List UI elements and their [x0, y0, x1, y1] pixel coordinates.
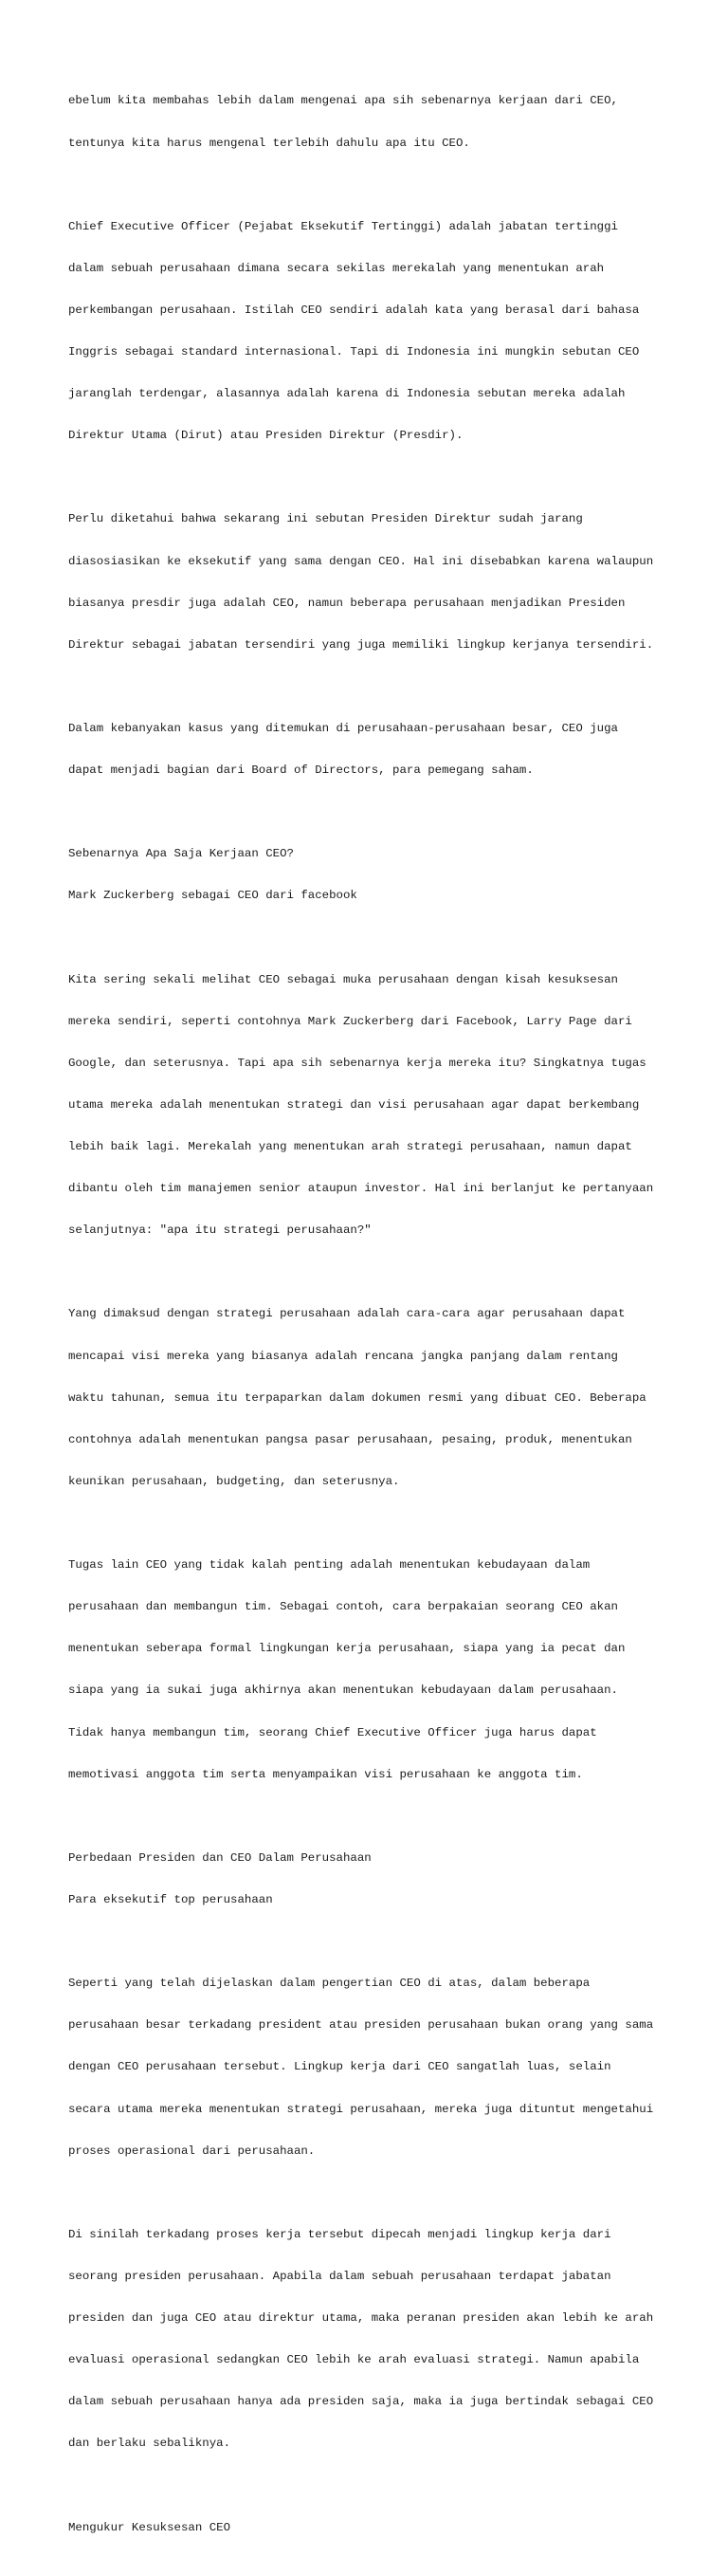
text-line: utama mereka adalah menentukan strategi dan visi perusahaan agar dapat berkembang — [68, 1097, 640, 1112]
text-line: evaluasi operasional sedangkan CEO lebih ke arah evaluasi strategi. Namun apabila — [68, 2353, 640, 2367]
text-line: Tugas lain CEO yang tidak kalah penting adalah menentukan kebudayaan dalam — [68, 1558, 591, 1573]
text-line: ebelum kita membahas lebih dalam mengenai apa sih sebenarnya kerjaan dari CEO, — [68, 94, 618, 108]
text-line: dan berlaku sebaliknya. — [68, 2437, 231, 2451]
text-line: secara utama mereka menentukan strategi perusahaan, mereka juga dituntut mengetahui — [68, 2102, 654, 2116]
paragraph-board — [68, 694, 675, 806]
text-line: Seperti yang telah dijelaskan dalam pengertian CEO di atas, dalam beberapa — [68, 1977, 591, 1991]
text-line: Yang dimaksud dengan strategi perusahaan adalah cara-cara agar perusahaan dapat — [68, 1307, 626, 1321]
text-line: Inggris sebagai standard internasional. Tapi di Indonesia ini mungkin sebutan CEO — [68, 345, 640, 359]
section-heading-president-vs-ceo — [68, 1823, 675, 1935]
caption-line: Para eksekutif top perusahaan — [68, 1892, 273, 1906]
heading-line: Mengukur Kesuksesan CEO — [68, 2520, 231, 2534]
paragraph-intro — [68, 66, 675, 178]
text-line: Dalam kebanyakan kasus yang ditemukan di perusahaan-perusahaan besar, CEO juga — [68, 722, 618, 735]
paragraph-work-split — [68, 2199, 675, 2478]
heading-line: Perbedaan Presiden dan CEO Dalam Perusahaan — [68, 1850, 372, 1865]
text-line: dalam sebuah perusahaan dimana secara sekilas merekalah yang menentukan arah — [68, 261, 605, 275]
text-line: selanjutnya: "apa itu strategi perusahaan?" — [68, 1224, 372, 1238]
text-line: dibantu oleh tim manajemen senior ataupun investor. Hal ini berlanjut ke pertanyaan — [68, 1182, 654, 1196]
heading-line: Sebenarnya Apa Saja Kerjaan CEO? — [68, 847, 294, 861]
text-line: Perlu diketahui bahwa sekarang ini sebutan Presiden Direktur sudah jarang — [68, 512, 583, 526]
text-line: jaranglah terdengar, alasannya adalah karena di Indonesia sebutan mereka adalah — [68, 387, 626, 401]
text-line: waktu tahunan, semua itu terpaparkan dalam dokumen resmi yang dibuat CEO. Beberapa — [68, 1390, 646, 1405]
text-line: Direktur Utama (Dirut) atau Presiden Direktur (Presdir). — [68, 429, 464, 443]
paragraph-ceo-face — [68, 945, 675, 1265]
text-line: dengan CEO perusahaan tersebut. Lingkup kerja dari CEO sangatlah luas, selain — [68, 2060, 611, 2074]
paragraph-president-difference — [68, 1949, 675, 2186]
text-line: dapat menjadi bagian dari Board of Directors, para pemegang saham. — [68, 764, 534, 778]
text-line: proses operasional dari perusahaan. — [68, 2144, 316, 2158]
paragraph-strategy — [68, 1279, 675, 1517]
text-line: Kita sering sekali melihat CEO sebagai muka perusahaan dengan kisah kesuksesan — [68, 972, 618, 986]
text-line: presiden dan juga CEO atau direktur utama, maka peranan presiden akan lebih ke arah — [68, 2311, 654, 2326]
paragraph-presdir — [68, 485, 675, 680]
paragraph-culture — [68, 1531, 675, 1810]
text-line: Tidak hanya membangun tim, seorang Chief Executive Officer juga harus dapat — [68, 1725, 597, 1739]
text-line: menentukan seberapa formal lingkungan kerja perusahaan, siapa yang ia pecat dan — [68, 1642, 626, 1656]
text-line: diasosiasikan ke eksekutif yang sama dengan CEO. Hal ini disebabkan karena walaupun — [68, 554, 654, 568]
text-line: Direktur sebagai jabatan tersendiri yang juga memiliki lingkup kerjanya tersendiri. — [68, 637, 654, 652]
caption-line: Mark Zuckerberg sebagai CEO dari facebook — [68, 889, 357, 903]
document-page — [68, 66, 675, 2576]
text-line: contohnya adalah menentukan pangsa pasar perusahaan, pesaing, produk, menentukan — [68, 1432, 632, 1446]
text-line: Chief Executive Officer (Pejabat Eksekutif Tertinggi) adalah jabatan tertinggi — [68, 219, 618, 233]
text-line: siapa yang ia sukai juga akhirnya akan menentukan kebudayaan dalam perusahaan. — [68, 1684, 618, 1698]
text-line: perusahaan dan membangun tim. Sebagai contoh, cara berpakaian seorang CEO akan — [68, 1600, 618, 1614]
text-line: perkembangan perusahaan. Istilah CEO sendiri adalah kata yang berasal dari bahasa — [68, 303, 640, 317]
text-line: mencapai visi mereka yang biasanya adalah rencana jangka panjang dalam rentang — [68, 1349, 618, 1363]
section-heading-ceo-work — [68, 819, 675, 931]
text-line: Di sinilah terkadang proses kerja tersebut dipecah menjadi lingkup kerja dari — [68, 2227, 611, 2241]
text-line: dalam sebuah perusahaan hanya ada presiden saja, maka ia juga bertindak sebagai CEO — [68, 2395, 654, 2409]
text-line: perusahaan besar terkadang president atau presiden perusahaan bukan orang yang sama — [68, 2018, 654, 2033]
paragraph-ceo-definition — [68, 192, 675, 470]
text-line: memotivasi anggota tim serta menyampaikan visi perusahaan ke anggota tim. — [68, 1767, 583, 1781]
text-line: mereka sendiri, seperti contohnya Mark Zuckerberg dari Facebook, Larry Page dari — [68, 1014, 632, 1028]
text-line: Google, dan seterusnya. Tapi apa sih sebenarnya kerja mereka itu? Singkatnya tugas — [68, 1056, 646, 1070]
text-line: seorang presiden perusahaan. Apabila dalam sebuah perusahaan terdapat jabatan — [68, 2269, 611, 2283]
text-line: biasanya presdir juga adalah CEO, namun beberapa perusahaan menjadikan Presiden — [68, 596, 626, 610]
text-line: keunikan perusahaan, budgeting, dan seterusnya. — [68, 1474, 400, 1488]
text-line: tentunya kita harus mengenal terlebih dahulu apa itu CEO. — [68, 136, 470, 150]
text-line: lebih baik lagi. Merekalah yang menentukan arah strategi perusahaan, namun dapat — [68, 1140, 632, 1154]
section-heading-ceo-success — [68, 2493, 675, 2563]
